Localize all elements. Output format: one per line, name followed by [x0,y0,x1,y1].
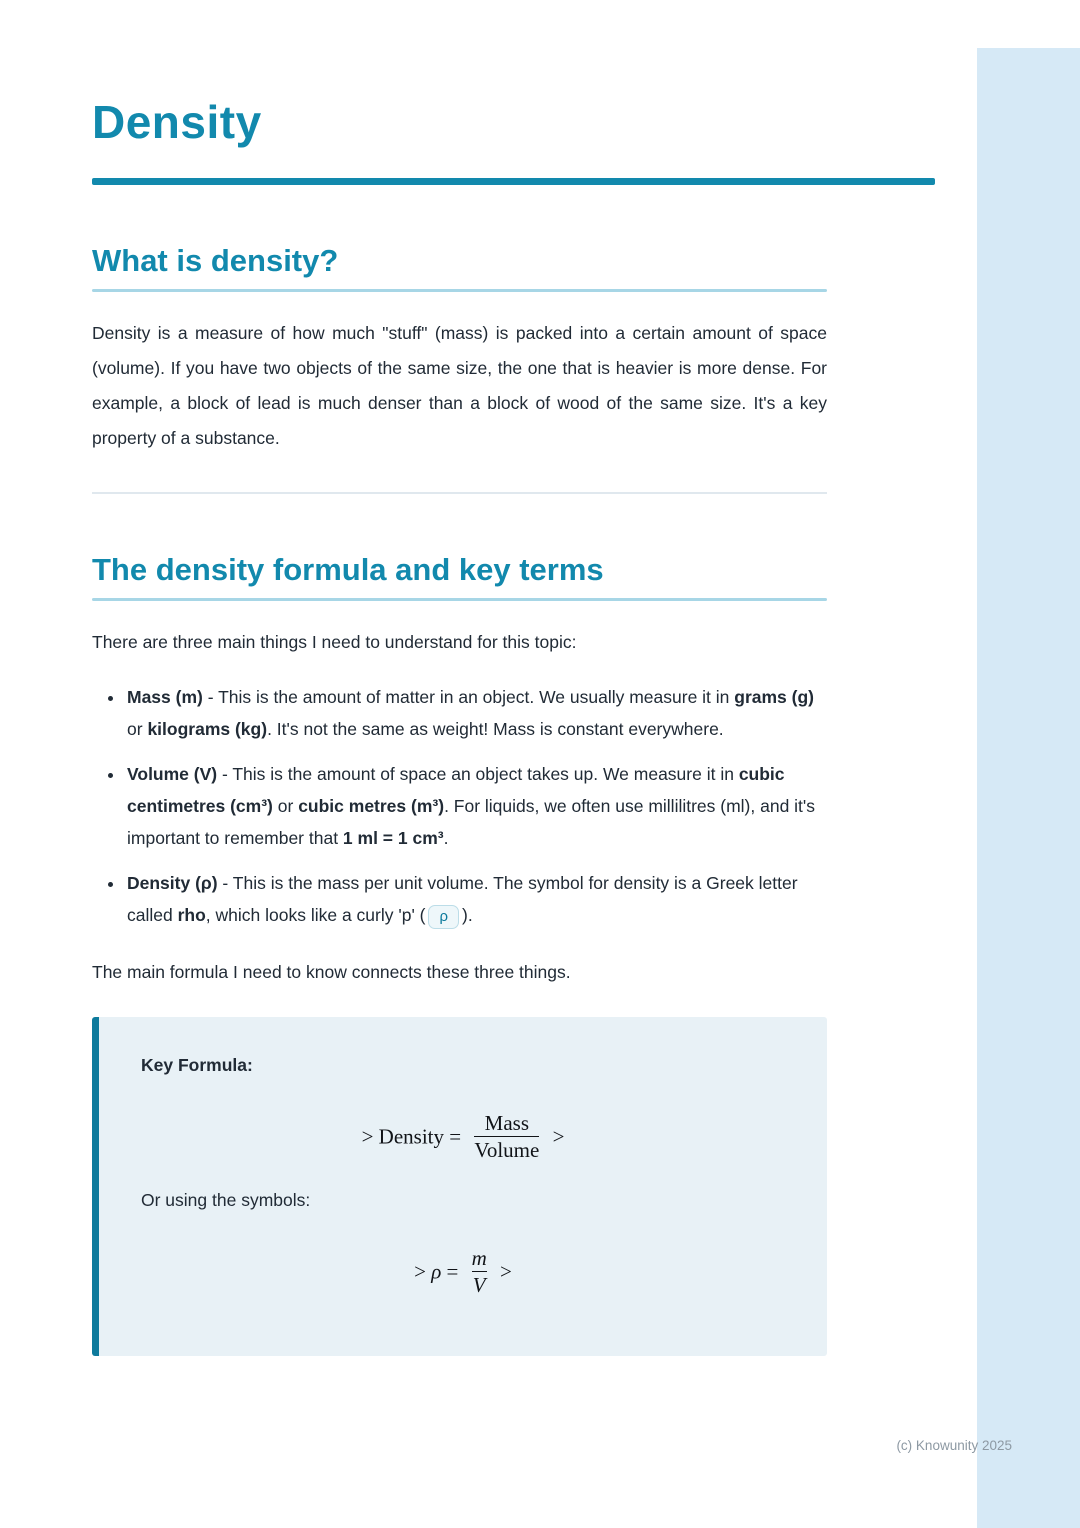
side-panel [977,48,1080,1528]
section-heading-formula-key-terms: The density formula and key terms [92,552,604,587]
text-segment: - This is the mass per unit volume. The symbol for density is a Greek letter called [127,873,798,925]
text-segment: . It's not the same as weight! Mass is constant everywhere. [267,719,724,739]
section-divider [92,492,827,494]
density-symbol-formula [141,1245,785,1299]
text-segment: Mass (m) [127,687,203,707]
text-segment: , which looks like a curly 'p' ( [205,905,426,925]
key-terms-list [92,681,822,931]
list-item-volume [125,758,822,854]
list-item-density [125,867,822,931]
text-segment: grams (g) [734,687,814,707]
text-segment: . For liquids, we often use millilitres (ml), and it's important to remember that [127,796,816,848]
text-segment: - This is the amount of space an object takes up. We measure it in [217,764,739,784]
fraction-denominator: Volume [474,1138,540,1163]
text-segment: 1 ml = 1 cm³ [342,828,444,848]
fraction-numerator: Mass [484,1111,529,1135]
heading-underline [92,289,827,292]
text-segment: - This is the amount of matter in an object. We usually measure it in [202,687,735,707]
rho-symbol: ρ [431,1258,442,1283]
fraction-numerator: m [471,1245,487,1270]
text-segment: . [443,828,449,848]
key-formula-label: Key Formula: [141,1055,253,1075]
symbols-label: Or using the symbols: [141,1189,311,1210]
footer-credit: (c) Knowunity 2025 [896,1438,1012,1453]
text-segment: Volume (V) [127,764,218,784]
formula-intro-paragraph: The main formula I need to know connects these three things. [92,962,571,982]
document-page [92,0,935,1356]
text-segment: kilograms (kg) [147,719,268,739]
rho-symbol-chip: ρ [428,905,459,929]
text-segment: cubic metres (m³) [298,796,445,816]
text-segment: or [127,719,148,739]
title-rule [92,178,935,185]
equals-sign: = [446,1258,459,1283]
fraction [474,1110,539,1164]
fraction-denominator: V [472,1272,486,1297]
formula-suffix: > [500,1258,512,1283]
text-segment: Density (ρ) [127,873,218,893]
key-formula-callout [92,1017,827,1356]
intro-paragraph: Density is a measure of how much "stuff" (mass) is packed into a certain amount of space (volume). If you have two objects of the same size, the one that is heavier is more dense. For example, a block of lead is much denser than a block of wood of the same size. It's a key property of a substance. [92,323,827,448]
text-segment: ). [462,905,473,925]
list-intro-paragraph: There are three main things I need to understand for this topic: [92,632,577,652]
formula-prefix: > [414,1258,426,1283]
density-word-formula [141,1110,785,1164]
section-heading-what-is-density: What is density? [92,243,339,278]
heading-underline [92,598,827,601]
page-title: Density [92,96,262,148]
fraction [472,1245,487,1299]
formula-suffix: > [552,1124,565,1149]
text-segment: rho [177,905,206,925]
formula-prefix: > Density = [361,1124,462,1149]
list-item-mass [125,681,822,745]
text-segment: cubic centimetres (cm³) [127,764,785,816]
text-segment: or [272,796,299,816]
